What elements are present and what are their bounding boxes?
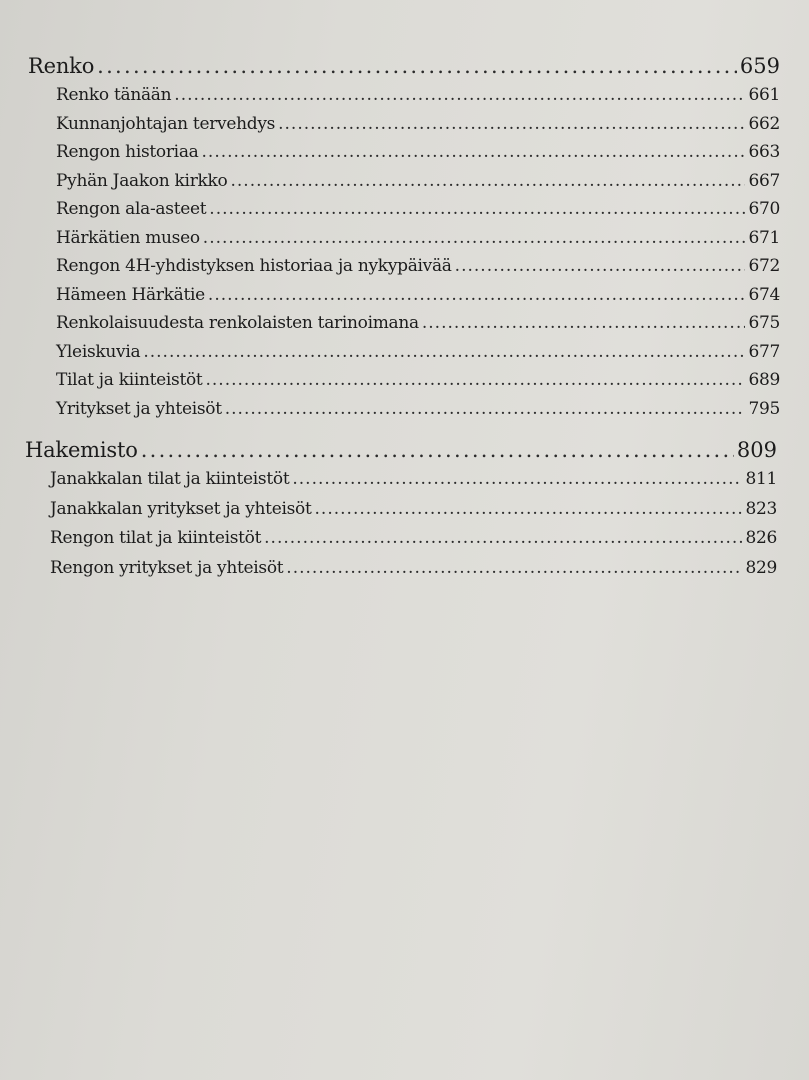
toc-entry — [56, 138, 780, 167]
dot-leader — [455, 252, 746, 281]
dot-leader — [278, 110, 745, 139]
toc-entry-label: Rengon 4H-yhdistyksen historiaa ja nykypäivää — [56, 256, 452, 276]
toc-entry — [56, 195, 780, 224]
dot-leader — [143, 338, 745, 367]
toc-entry-label: Kunnanjohtajan tervehdys — [56, 113, 276, 134]
dot-leader — [422, 309, 746, 338]
toc-entry-page: 675 — [748, 313, 780, 333]
toc-section-renko — [28, 52, 780, 423]
toc-entry-label: Härkätien museo — [56, 227, 200, 248]
toc-entry — [56, 81, 780, 110]
toc-entry — [56, 366, 780, 395]
toc-entry-label: Hämeen Härkätie — [56, 284, 205, 305]
toc-entry-label: Yleiskuvia — [56, 341, 141, 362]
toc-entry — [56, 252, 780, 281]
dot-leader — [209, 195, 745, 224]
dot-leader — [141, 436, 734, 465]
toc-entry-page: 667 — [748, 170, 780, 191]
toc-entry-label: Yritykset ja yhteisöt — [56, 398, 222, 419]
toc-entry-label: Rengon historiaa — [56, 142, 199, 162]
dot-leader — [205, 366, 745, 395]
dot-leader — [97, 52, 737, 81]
toc-entry-page: 674 — [748, 284, 780, 305]
dot-leader — [202, 138, 746, 167]
toc-heading-label: Renko — [28, 54, 95, 78]
dot-leader — [286, 554, 742, 584]
toc-entry-page: 689 — [748, 370, 780, 390]
toc-entry-label: Rengon tilat ja kiinteistöt — [50, 528, 262, 548]
toc-entry — [56, 167, 780, 196]
toc-entry-page: 670 — [748, 199, 780, 219]
dot-leader — [174, 81, 745, 110]
toc-heading-page: 809 — [736, 438, 777, 462]
toc-entry-page: 795 — [748, 398, 780, 419]
dot-leader — [230, 167, 745, 196]
toc-entry — [50, 495, 777, 525]
dot-leader — [264, 524, 742, 554]
toc-heading — [25, 436, 777, 465]
toc-heading-page: 659 — [739, 54, 780, 78]
dot-leader — [292, 465, 742, 495]
toc-entry-page: 663 — [748, 142, 780, 162]
toc-entry-label: Janakkalan yritykset ja yhteisöt — [50, 498, 312, 519]
toc-entry-label: Renkolaisuudesta renkolaisten tarinoimana — [56, 313, 419, 333]
toc-heading-label: Hakemisto — [25, 438, 138, 462]
dot-leader — [315, 495, 743, 525]
toc-entry-page: 826 — [745, 528, 777, 548]
toc-entry-list — [28, 81, 780, 423]
toc-entry — [56, 338, 780, 367]
toc-entry — [56, 224, 780, 253]
toc-entry-page: 829 — [745, 557, 777, 578]
toc-entry-label: Tilat ja kiinteistöt — [56, 370, 203, 390]
toc-entry — [50, 524, 777, 554]
toc-entry — [56, 309, 780, 338]
dot-leader — [208, 281, 746, 310]
toc-entry-page: 671 — [748, 227, 780, 248]
toc-entry-page: 811 — [745, 469, 777, 489]
toc-entry — [56, 281, 780, 310]
dot-leader — [225, 395, 746, 424]
toc-entry-label: Pyhän Jaakon kirkko — [56, 170, 228, 191]
toc-entry-label: Rengon ala-asteet — [56, 199, 207, 219]
dot-leader — [203, 224, 746, 253]
toc-entry-label: Janakkalan tilat ja kiinteistöt — [50, 469, 290, 489]
toc-entry-label: Renko tänään — [56, 85, 172, 105]
toc-entry — [50, 554, 777, 584]
toc-entry-page: 662 — [748, 113, 780, 134]
toc-heading — [28, 52, 780, 81]
toc-entry — [50, 465, 777, 495]
toc-entry-label: Rengon yritykset ja yhteisöt — [50, 557, 284, 578]
toc-entry-page: 677 — [748, 341, 780, 362]
toc-entry-page: 661 — [748, 85, 780, 105]
toc-entry — [56, 395, 780, 424]
toc-entry-page: 823 — [745, 498, 777, 519]
toc-entry — [56, 110, 780, 139]
toc-section-hakemisto — [25, 436, 777, 583]
toc-entry-list — [25, 465, 777, 583]
toc-entry-page: 672 — [748, 256, 780, 276]
